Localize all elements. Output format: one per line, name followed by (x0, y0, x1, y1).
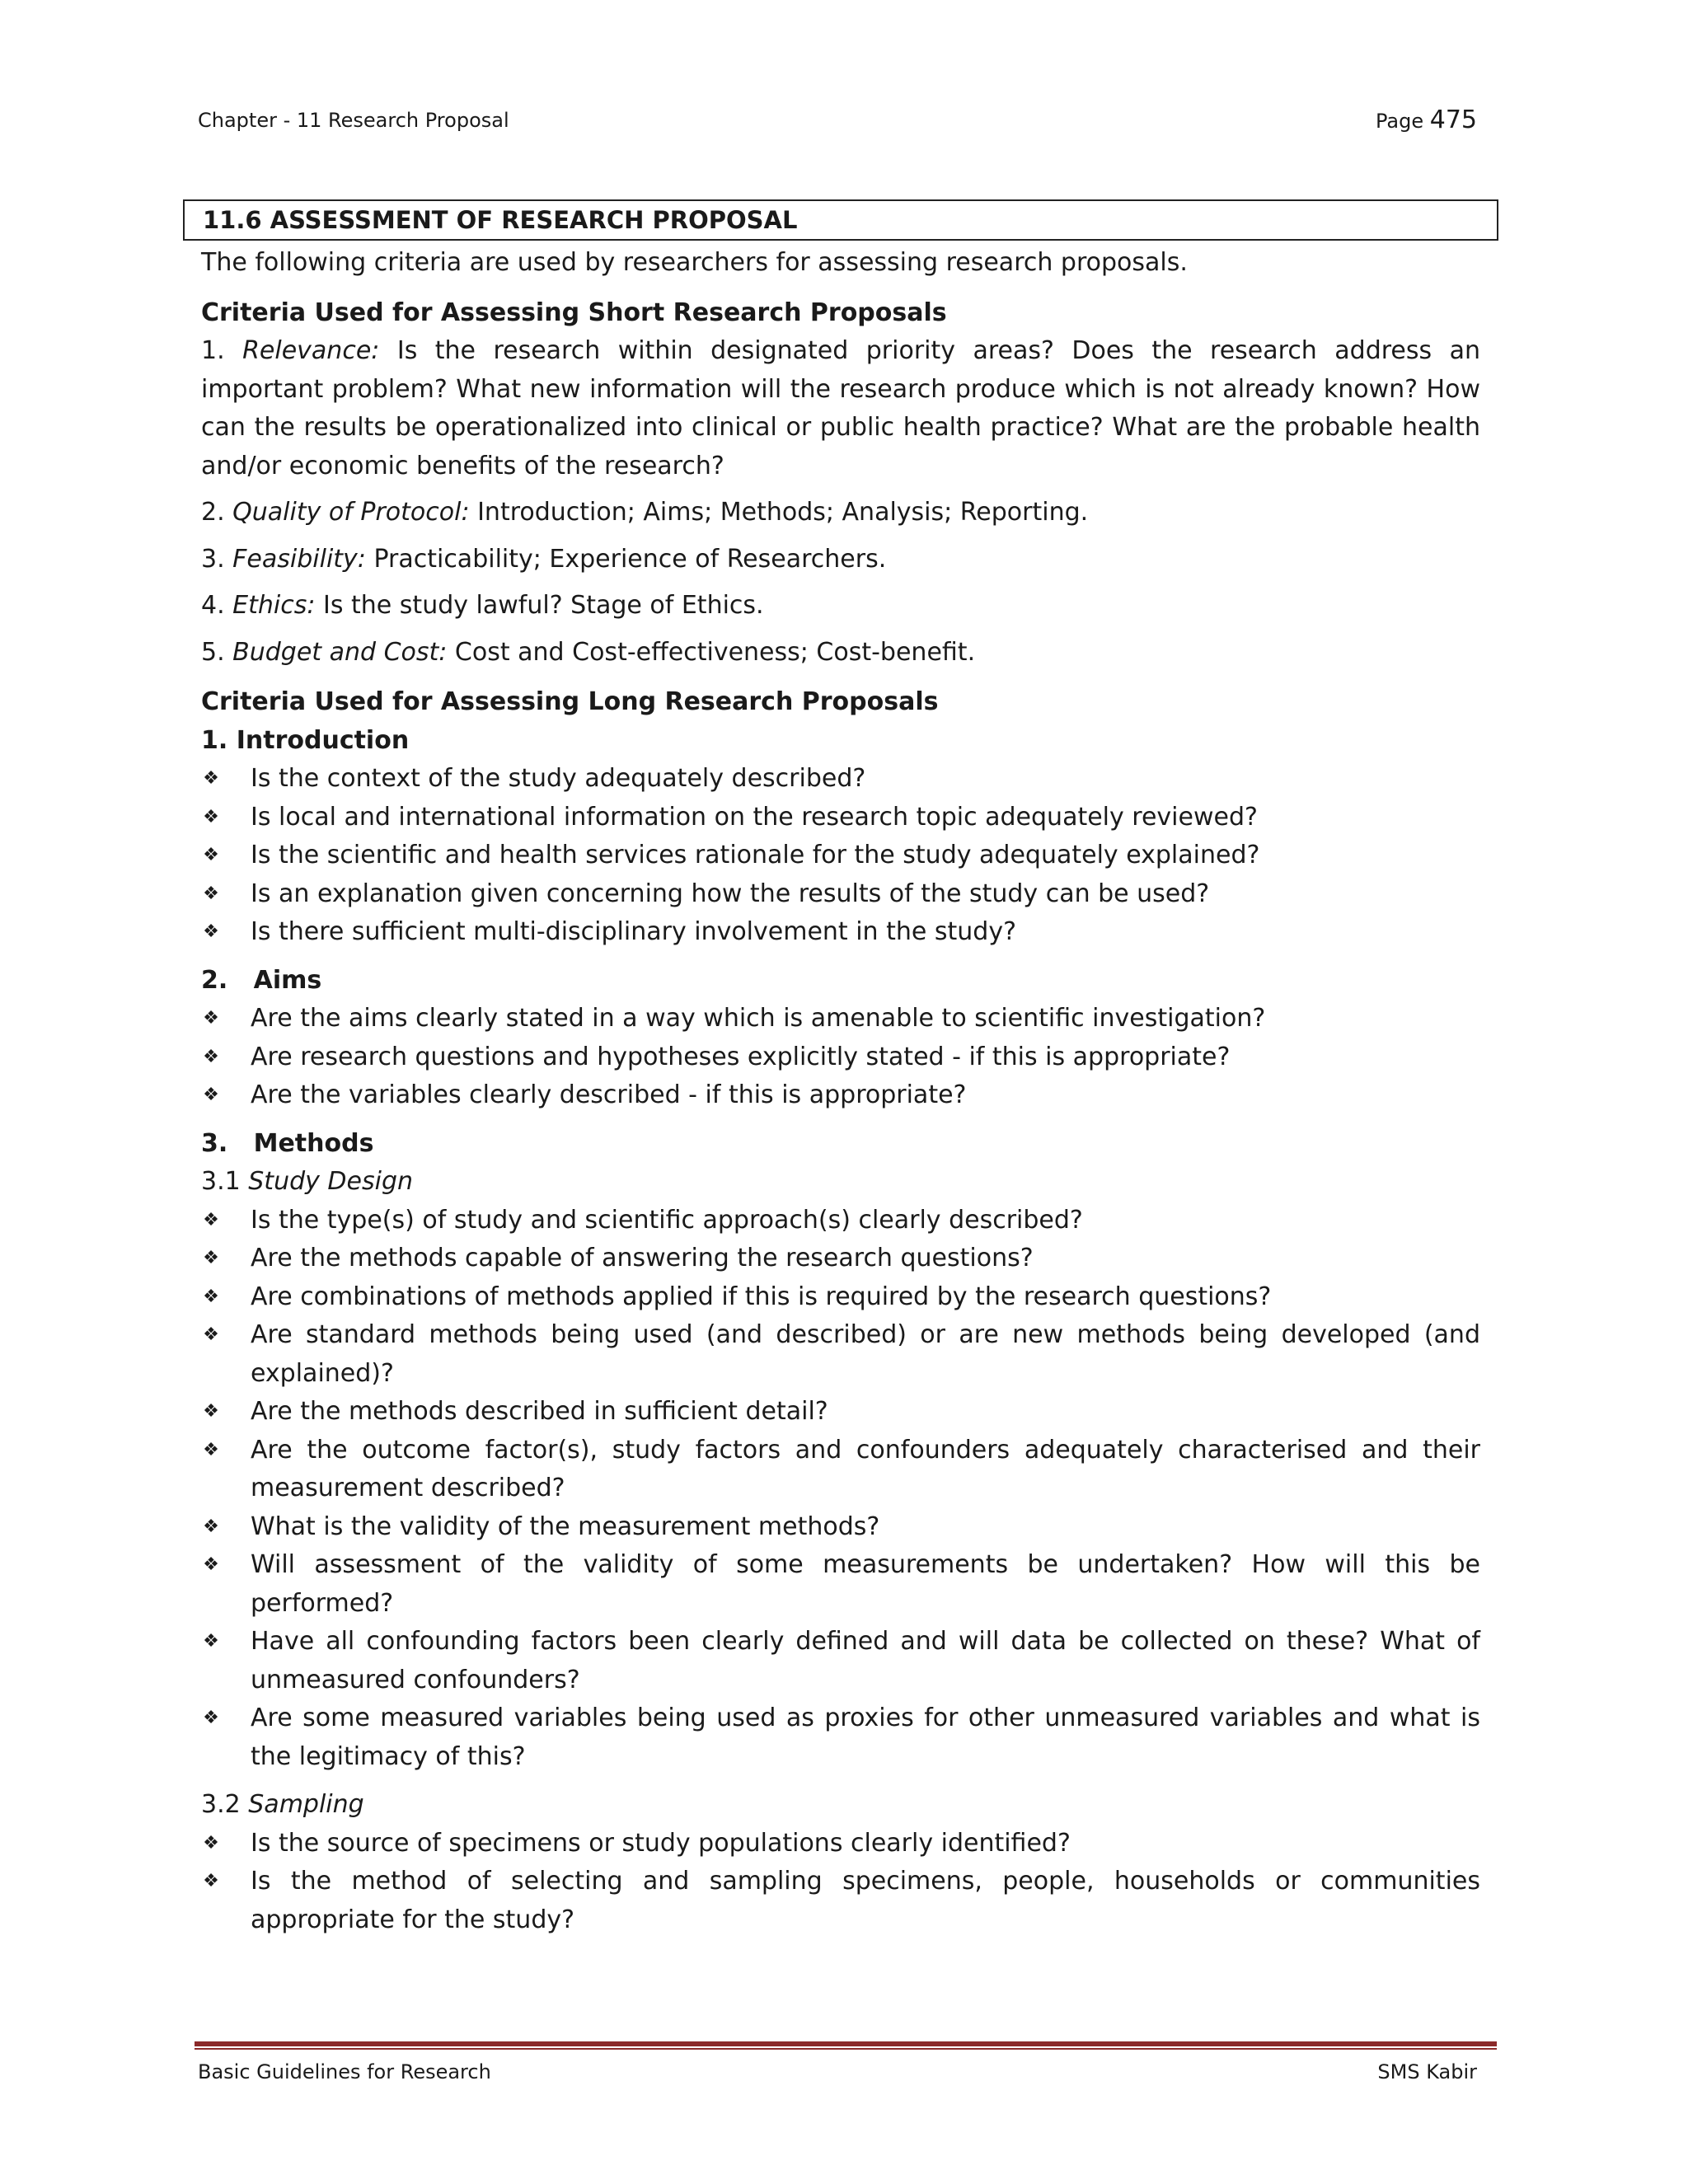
footer-rule (195, 2041, 1497, 2050)
diamond-bullet-icon: ❖ (203, 1008, 219, 1029)
methods-heading: 3. Methods (201, 1128, 374, 1158)
criterion-number: 2. (201, 498, 225, 527)
study-design-list (201, 1202, 1480, 1777)
list-item-text: Are the aims clearly stated in a way which is amenable to scientific investigation? (251, 1004, 1266, 1033)
criterion-text: Is the study lawful? Stage of Ethics. (315, 591, 764, 620)
list-item (201, 1623, 1480, 1699)
list-item (201, 799, 1480, 837)
criterion-text: Is the research within designated priority areas? Does the research address an important problem? What new information will the research produce which is not already known? How can the results be operationalized into clinical or public health practice? What are the probable health and/or economic benefits of the research? (201, 336, 1480, 480)
list-item-text: Is the source of specimens or study populations clearly identified? (251, 1828, 1071, 1858)
criterion-number: 4. (201, 591, 225, 620)
diamond-bullet-icon: ❖ (203, 1401, 219, 1422)
list-item-text: Is an explanation given concerning how the results of the study can be used? (251, 879, 1210, 908)
list-item-text: Is the context of the study adequately described? (251, 764, 866, 793)
footer-rule-thin (195, 2048, 1497, 2050)
list-item-text: Are standard methods being used (and described) or are new methods being developed (and explained)? (251, 1320, 1480, 1388)
list-item (201, 837, 1480, 875)
diamond-bullet-icon: ❖ (203, 1324, 219, 1345)
list-item-text: Are some measured variables being used as proxies for other unmeasured variables and what is the legitimacy of this? (251, 1704, 1480, 1771)
diamond-bullet-icon: ❖ (203, 1708, 219, 1728)
diamond-bullet-icon: ❖ (203, 1871, 219, 1891)
criterion-number: 5. (201, 637, 225, 667)
short-criterion-budget (201, 634, 1480, 673)
list-item (201, 1546, 1480, 1623)
short-criterion-relevance (201, 332, 1480, 485)
diamond-bullet-icon: ❖ (203, 883, 219, 904)
list-item-text: Are the outcome factor(s), study factors and confounders adequately characterised and their measurement described? (251, 1435, 1480, 1502)
diamond-bullet-icon: ❖ (203, 1209, 219, 1230)
diamond-bullet-icon: ❖ (203, 1439, 219, 1460)
list-item-text: Have all confounding factors been clearly defined and will data be collected on these? What of unmeasured confounders? (251, 1627, 1480, 1694)
criterion-term: Ethics: (232, 591, 316, 620)
footer-rule-thick (195, 2041, 1497, 2046)
page-number (1376, 105, 1477, 134)
section-title: 11.6 ASSESSMENT OF RESEARCH PROPOSAL (203, 206, 798, 234)
short-criterion-ethics (201, 587, 1480, 626)
intro-paragraph: The following criteria are used by researchers for assessing research proposals. (201, 248, 1188, 277)
list-item-text: What is the validity of the measurement methods? (251, 1511, 880, 1541)
list-item-text: Are combinations of methods applied if this is required by the research questions? (251, 1282, 1272, 1311)
introduction-heading: 1. Introduction (201, 725, 410, 755)
subsection-number: 3.1 (201, 1167, 241, 1196)
body-text (201, 244, 1480, 1939)
diamond-bullet-icon: ❖ (203, 1554, 219, 1575)
subsection-title: Sampling (248, 1790, 364, 1819)
list-item (201, 1393, 1480, 1432)
list-item (201, 1000, 1480, 1038)
sampling-heading (201, 1786, 1480, 1825)
section-title-box (183, 199, 1498, 241)
criterion-text: Introduction; Aims; Methods; Analysis; Reporting. (469, 498, 1089, 527)
list-item (201, 1202, 1480, 1240)
diamond-bullet-icon: ❖ (203, 806, 219, 827)
list-item-text: Are the methods capable of answering the research questions? (251, 1244, 1034, 1272)
criterion-number: 3. (201, 544, 225, 574)
list-item-text: Will assessment of the validity of some measurements be undertaken? How will this be performed? (251, 1550, 1480, 1618)
long-criteria-heading: Criteria Used for Assessing Long Research Proposals (201, 687, 939, 716)
list-item (201, 1825, 1480, 1863)
list-item (201, 1038, 1480, 1077)
diamond-bullet-icon: ❖ (203, 1046, 219, 1067)
list-item (201, 1278, 1480, 1317)
criterion-text: Cost and Cost-effectiveness; Cost-benefit. (447, 637, 976, 667)
criterion-text: Practicability; Experience of Researchers. (365, 544, 887, 574)
criterion-number: 1. (201, 336, 225, 365)
page-header (198, 105, 1477, 138)
list-item-text: Are the variables clearly described - if this is appropriate? (251, 1080, 967, 1109)
criterion-term: Feasibility: (232, 544, 366, 574)
diamond-bullet-icon: ❖ (203, 1832, 219, 1854)
list-item (201, 1863, 1480, 1939)
list-item (201, 1316, 1480, 1393)
footer-book-title: Basic Guidelines for Research (198, 2060, 491, 2083)
list-item (201, 1076, 1480, 1115)
list-item (201, 875, 1480, 914)
study-design-heading (201, 1163, 1480, 1202)
page-number-value: 475 (1429, 105, 1477, 134)
list-item (201, 1432, 1480, 1508)
list-item (201, 1240, 1480, 1278)
criterion-term: Quality of Protocol: (232, 498, 470, 527)
diamond-bullet-icon: ❖ (203, 768, 219, 789)
list-item (201, 1699, 1480, 1776)
diamond-bullet-icon: ❖ (203, 1631, 219, 1652)
page-label: Page (1375, 110, 1424, 133)
diamond-bullet-icon: ❖ (203, 1286, 219, 1307)
subsection-number: 3.2 (201, 1790, 241, 1819)
list-item-text: Is the type(s) of study and scientific approach(s) clearly described? (251, 1205, 1083, 1235)
list-item (201, 1508, 1480, 1547)
chapter-title: Chapter - 11 Research Proposal (198, 109, 509, 132)
list-item-text: Is the scientific and health services rationale for the study adequately explained? (251, 841, 1260, 869)
diamond-bullet-icon: ❖ (203, 845, 219, 865)
diamond-bullet-icon: ❖ (203, 1516, 219, 1537)
list-item-text: Are research questions and hypotheses explicitly stated - if this is appropriate? (251, 1042, 1231, 1071)
list-item-text: Are the methods described in sufficient detail? (251, 1397, 828, 1426)
list-item (201, 913, 1480, 952)
short-criteria-heading: Criteria Used for Assessing Short Research Proposals (201, 298, 947, 327)
diamond-bullet-icon: ❖ (203, 921, 219, 942)
footer-author: SMS Kabir (1377, 2060, 1477, 2083)
criterion-term: Relevance: (242, 336, 380, 365)
aims-list (201, 1000, 1480, 1115)
short-criterion-feasibility (201, 541, 1480, 579)
criterion-term: Budget and Cost: (232, 637, 448, 667)
introduction-list (201, 760, 1480, 952)
list-item-text: Is the method of selecting and sampling specimens, people, households or communities appropriate for the study? (251, 1867, 1480, 1934)
subsection-title: Study Design (248, 1167, 413, 1196)
list-item (201, 760, 1480, 799)
sampling-list (201, 1825, 1480, 1940)
aims-heading: 2. Aims (201, 965, 322, 995)
diamond-bullet-icon: ❖ (203, 1248, 219, 1268)
short-criterion-quality (201, 494, 1480, 532)
list-item-text: Is local and international information on the research topic adequately reviewed? (251, 802, 1258, 832)
diamond-bullet-icon: ❖ (203, 1085, 219, 1105)
page-content (183, 199, 1498, 1939)
list-item-text: Is there sufficient multi-disciplinary involvement in the study? (251, 917, 1017, 946)
